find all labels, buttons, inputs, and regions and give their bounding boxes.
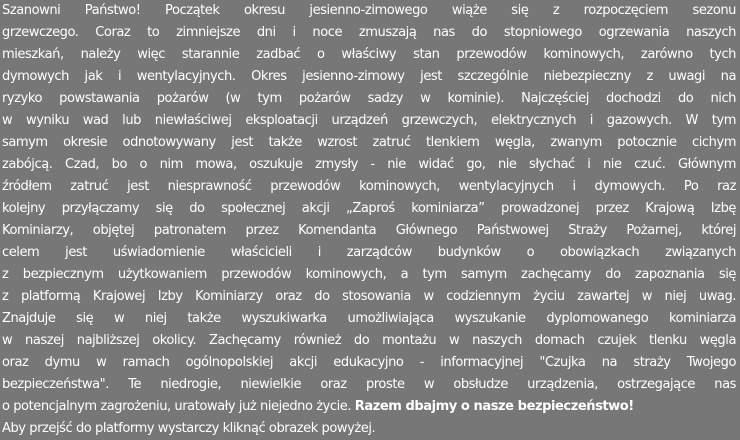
text-line: z bezpiecznym użytkowaniem przewodów kominowych, a tym samym zachęcamy do zapoznania się [2, 267, 736, 282]
text-line: grzewczego. Coraz to zimniejsze dni i noce zmuszają nas do stopniowego ogrzewania naszych [2, 25, 736, 40]
text-line: mieszkań, należy więc starannie zadbać o właściwy stan przewodów kominowych, zarówno tych [2, 47, 736, 62]
text-line: z platformą Krajowej Izby Kominiarzy oraz do stosowania w codziennym życiu zawartej w niej uwag. [2, 289, 736, 304]
text-line: dymowych jak i wentylacyjnych. Okres jesienno-zimowy jest szczególnie niebezpieczny z uwagi na [2, 69, 736, 84]
text-line: ryzyko powstawania pożarów (w tym pożarów sadzy w kominie). Najczęściej dochodzi do nich [2, 91, 736, 106]
text-line: bezpieczeństwa". Te niedrogie, niewielkie oraz proste w obsłudze urządzenia, ostrzegające nas [2, 377, 736, 392]
text-line: Szanowni Państwo! Początek okresu jesienno-zimowego wiąże się z rozpoczęciem sezonu [2, 3, 736, 18]
emphasis-text: Razem dbajmy o nasze bezpieczeństwo! [354, 399, 634, 414]
text-line: w naszej najbliższej okolicy. Zachęcamy również do montażu w naszych domach czujek tlenku węgla [2, 333, 736, 348]
text-line: oraz dymu w ramach ogólnopolskiej akcji edukacyjno - informacyjnej "Czujka na straży Twojego [2, 355, 736, 370]
text-line: źródłem zatruć jest niesprawność przewodów kominowych, wentylacyjnych i dymowych. Po raz [2, 179, 736, 194]
text-line: zabójcą. Czad, bo o nim mowa, oszukuje zmysły - nie widać go, nie słychać i nie czuć. Głównym [2, 157, 736, 172]
text-line: Znajduje się w niej także wyszukiwarka umożliwiająca wyszukanie dyplomowanego kominiarza [2, 311, 736, 326]
text-line: samym okresie odnotowywany jest także wzrost zatruć tlenkiem węgla, zwanym potocznie cichym [2, 135, 736, 150]
closing-line: Aby przejść do platformy wystarczy kliknąć obrazek powyżej. [2, 421, 376, 436]
text-line-with-emphasis [2, 396, 736, 418]
text-line: celem jest uświadomienie właścicieli i zarządców budynków o obowiązkach związanych [2, 245, 736, 260]
text-line: kolejny przyłączamy się do społecznej akcji „Zaproś kominiarza” prowadzonej przez Krajową Izbę [2, 201, 736, 216]
text-line: Kominiarzy, objętej patronatem przez Komendanta Głównego Państwowej Straży Pożarnej, której [2, 223, 736, 238]
text-line-part: o potencjalnym zagrożeniu, uratowały już niejedno życie. [2, 399, 352, 414]
text-line: w wyniku wad lub niewłaściwej eksploatacji urządzeń grzewczych, elektrycznych i gazowych. W tym [2, 113, 736, 128]
